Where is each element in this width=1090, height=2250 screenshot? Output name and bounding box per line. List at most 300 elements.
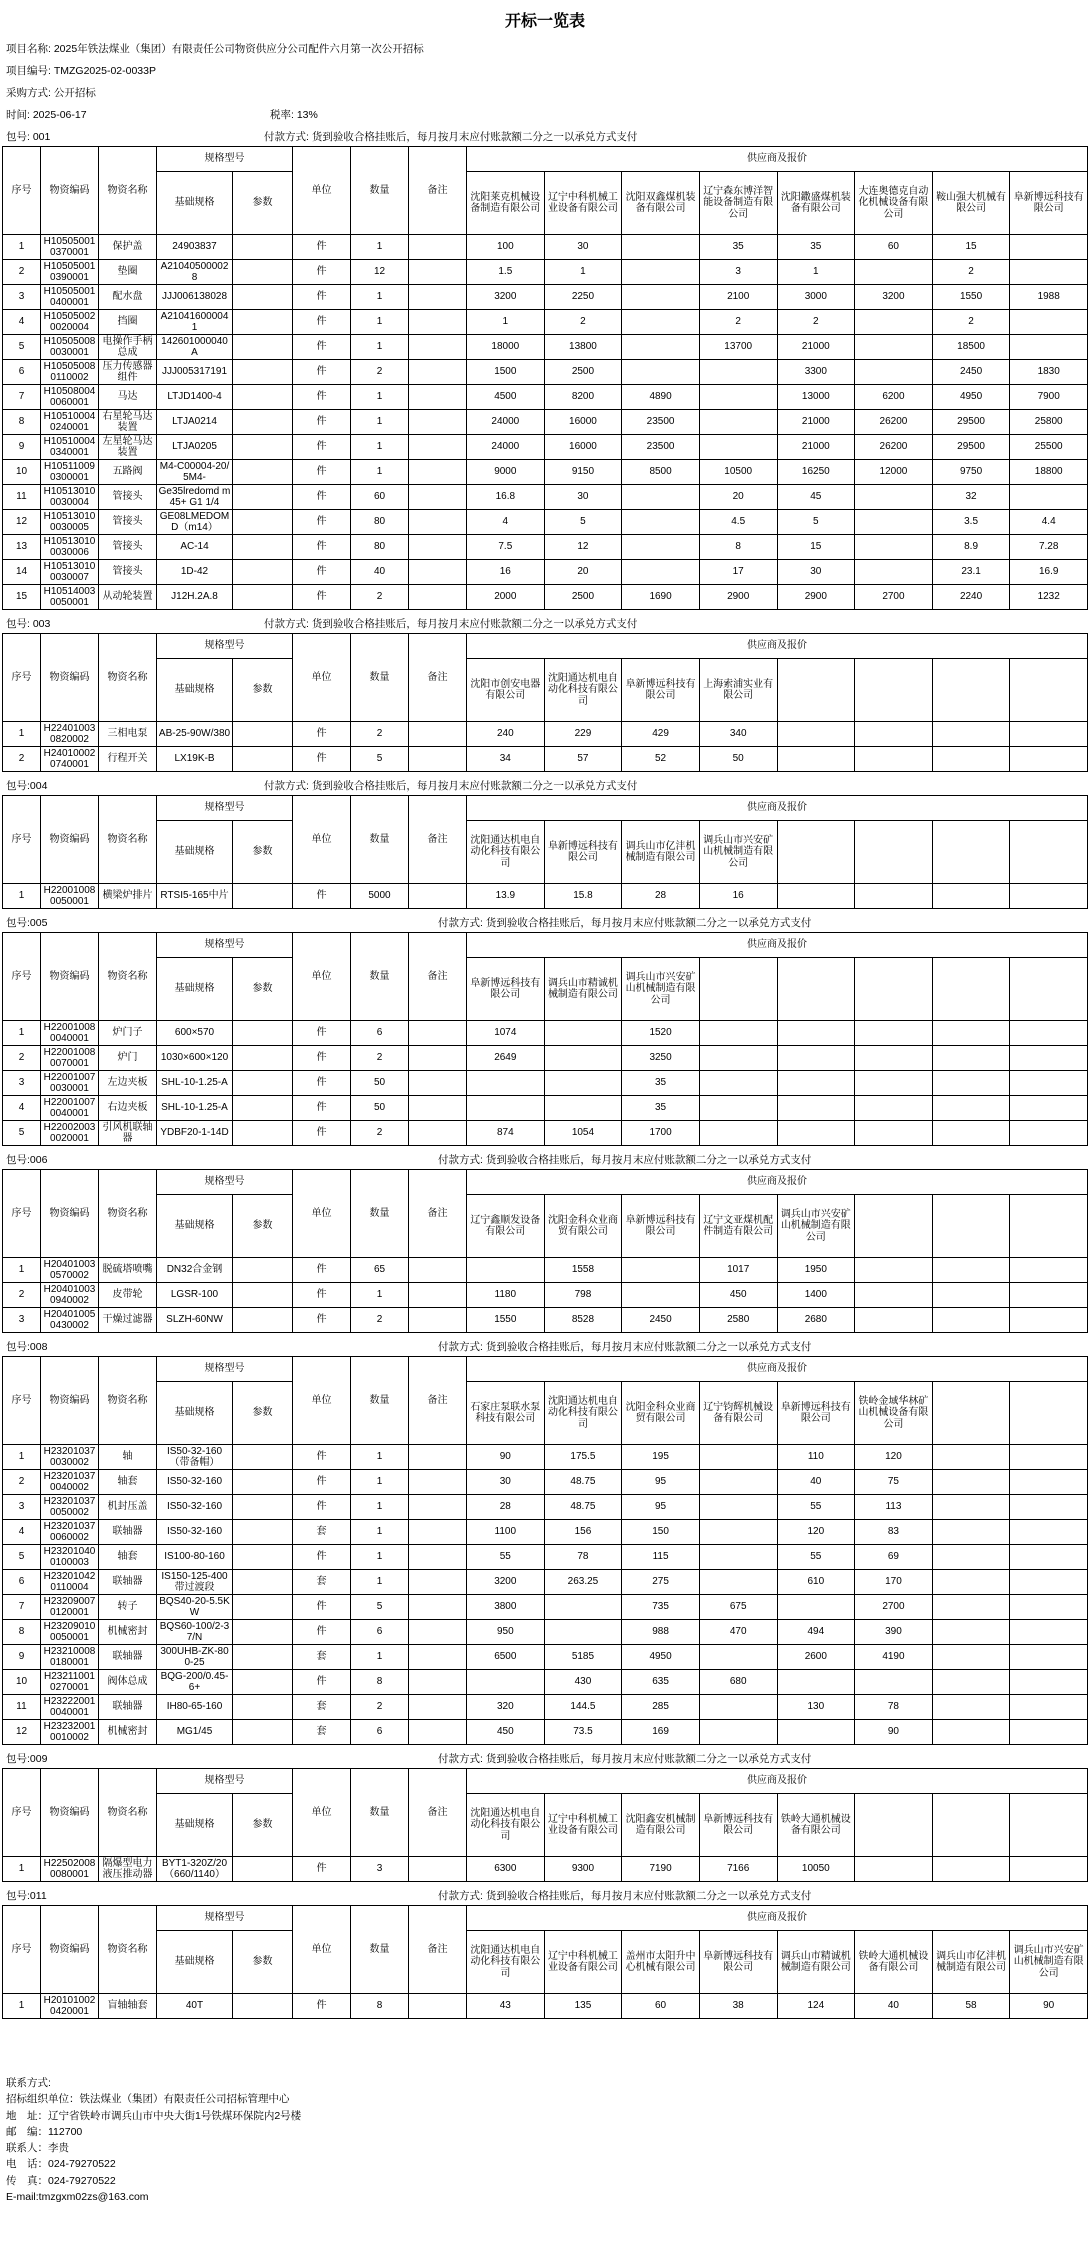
- seq-header: 序号: [3, 1170, 41, 1258]
- row-seq: 1: [3, 1445, 41, 1470]
- price-cell: [932, 747, 1010, 772]
- price-cell: 23500: [622, 435, 700, 460]
- price-cell: [1010, 1720, 1088, 1745]
- seq-header: 序号: [3, 796, 41, 884]
- price-cell: [855, 884, 933, 909]
- row-seq: 4: [3, 1096, 41, 1121]
- supplier-name-header: 沈阳市创安电器有限公司: [467, 659, 545, 722]
- quantity: 5: [351, 1595, 409, 1620]
- note: [409, 560, 467, 585]
- contact-block: [6, 2075, 1088, 2205]
- date-label: 时间:: [6, 109, 30, 121]
- table-row: [3, 1021, 1088, 1046]
- supplier-name-header: 辽宁鑫顺发设备有限公司: [467, 1195, 545, 1258]
- param: [233, 535, 293, 560]
- price-cell: 110: [777, 1445, 855, 1470]
- price-cell: 8.9: [932, 535, 1010, 560]
- price-cell: [622, 335, 700, 360]
- param: [233, 1258, 293, 1283]
- note: [409, 1545, 467, 1570]
- unit: 件: [293, 1470, 351, 1495]
- price-cell: 90: [855, 1720, 933, 1745]
- name-header: 物资名称: [99, 1906, 157, 1994]
- base-spec: 24903837: [157, 235, 233, 260]
- quantity: 2: [351, 585, 409, 610]
- bag-header-line: [6, 1888, 1088, 1902]
- base-spec: JJJ006138028: [157, 285, 233, 310]
- price-cell: [699, 1695, 777, 1720]
- note: [409, 1857, 467, 1882]
- price-cell: 18000: [467, 335, 545, 360]
- page-title: 开标一览表: [504, 13, 585, 30]
- note: [409, 1595, 467, 1620]
- price-cell: [932, 722, 1010, 747]
- param: [233, 1520, 293, 1545]
- price-cell: 4.5: [699, 510, 777, 535]
- price-cell: [1010, 310, 1088, 335]
- unit-header: 单位: [293, 1906, 351, 1994]
- payment-terms: 付款方式: 货到验收合格挂账后，每月按月末应付账款额二分之一以承兑方式支付: [438, 1753, 812, 1765]
- supplier-name-header: [1010, 1794, 1088, 1857]
- param: [233, 1670, 293, 1695]
- unit: 件: [293, 1121, 351, 1146]
- bid-table: [2, 1905, 1088, 2019]
- price-cell: [777, 1121, 855, 1146]
- supplier-name-header: 阜新博远科技有限公司: [544, 821, 622, 884]
- price-cell: [777, 1021, 855, 1046]
- price-cell: [932, 1545, 1010, 1570]
- table-row: [3, 1994, 1088, 2019]
- code-header: 物资编码: [41, 933, 99, 1021]
- price-cell: [932, 1096, 1010, 1121]
- param-header: 参数: [233, 1794, 293, 1857]
- price-cell: [1010, 1445, 1088, 1470]
- param: [233, 1283, 293, 1308]
- base-spec-header: 基础规格: [157, 958, 233, 1021]
- supplier-name-header: 沈阳通达机电自动化科技有限公司: [544, 659, 622, 722]
- material-name: 联轴器: [99, 1695, 157, 1720]
- price-cell: 7900: [1010, 385, 1088, 410]
- price-cell: 950: [467, 1620, 545, 1645]
- price-cell: 1180: [467, 1283, 545, 1308]
- quantity: 2: [351, 360, 409, 385]
- base-spec: RTSI5-165中片: [157, 884, 233, 909]
- price-cell: [544, 1071, 622, 1096]
- quantity: 6: [351, 1021, 409, 1046]
- suppliers-group-header: 供应商及报价: [467, 796, 1088, 821]
- table-row: [3, 1720, 1088, 1745]
- material-code: H240100020740001: [41, 747, 99, 772]
- note: [409, 884, 467, 909]
- supplier-name-header: [932, 659, 1010, 722]
- project-name-value: 2025年铁法煤业（集团）有限责任公司物资供应分公司配件六月第一次公开招标: [53, 43, 424, 55]
- price-cell: [699, 410, 777, 435]
- material-code: H220010080040001: [41, 1021, 99, 1046]
- price-cell: 13.9: [467, 884, 545, 909]
- supplier-name-header: 沈阳通达机电自动化科技有限公司: [467, 1931, 545, 1994]
- price-cell: 34: [467, 747, 545, 772]
- supplier-name-header: 沈阳通达机电自动化科技有限公司: [467, 1794, 545, 1857]
- bag-number: 包号:009: [6, 1753, 48, 1765]
- price-cell: [855, 1857, 933, 1882]
- price-cell: [622, 1283, 700, 1308]
- table-row: [3, 535, 1088, 560]
- table-row: [3, 485, 1088, 510]
- quantity: 5000: [351, 884, 409, 909]
- supplier-name-header: 上海索浦实业有限公司: [699, 659, 777, 722]
- material-code: H105100040340001: [41, 435, 99, 460]
- price-cell: [932, 1308, 1010, 1333]
- price-cell: 1: [777, 260, 855, 285]
- price-cell: [855, 722, 933, 747]
- quantity: 60: [351, 485, 409, 510]
- price-cell: 13800: [544, 335, 622, 360]
- note: [409, 1670, 467, 1695]
- base-spec: IS50-32-160: [157, 1520, 233, 1545]
- bid-table: [2, 1169, 1088, 1333]
- quantity: 2: [351, 1308, 409, 1333]
- material-name: 压力传感器组件: [99, 360, 157, 385]
- price-cell: 1: [467, 310, 545, 335]
- supplier-name-header: 大连奥德克自动化机械设备有限公司: [855, 172, 933, 235]
- price-cell: [855, 535, 933, 560]
- row-seq: 5: [3, 335, 41, 360]
- price-cell: 2500: [544, 360, 622, 385]
- price-cell: [932, 1046, 1010, 1071]
- unit: 件: [293, 535, 351, 560]
- note: [409, 1495, 467, 1520]
- table-row: [3, 747, 1088, 772]
- supplier-name-header: 铁岭大通机械设备有限公司: [777, 1794, 855, 1857]
- supplier-name-header: 沈阳通达机电自动化科技有限公司: [544, 1382, 622, 1445]
- row-seq: 7: [3, 385, 41, 410]
- price-cell: 450: [467, 1720, 545, 1745]
- param: [233, 335, 293, 360]
- material-code: H105050010390001: [41, 260, 99, 285]
- supplier-name-header: 石家庄泵联水泵科技有限公司: [467, 1382, 545, 1445]
- param: [233, 435, 293, 460]
- price-cell: [1010, 1595, 1088, 1620]
- price-cell: 2100: [699, 285, 777, 310]
- price-cell: [699, 360, 777, 385]
- material-name: 轴套: [99, 1470, 157, 1495]
- note: [409, 1570, 467, 1595]
- price-cell: 25800: [1010, 410, 1088, 435]
- price-cell: 1558: [544, 1258, 622, 1283]
- supplier-name-header: 阜新博远科技有限公司: [699, 1794, 777, 1857]
- supplier-name-header: 阜新博远科技有限公司: [699, 1931, 777, 1994]
- row-seq: 12: [3, 510, 41, 535]
- base-spec: YDBF20-1-14D: [157, 1121, 233, 1146]
- quantity: 1: [351, 1495, 409, 1520]
- seq-header: 序号: [3, 1769, 41, 1857]
- price-cell: 1550: [932, 285, 1010, 310]
- base-spec: MG1/45: [157, 1720, 233, 1745]
- note: [409, 1308, 467, 1333]
- table-header-row-2: [3, 1931, 1088, 1994]
- note: [409, 460, 467, 485]
- material-name: 从动轮装置: [99, 585, 157, 610]
- material-code: H232320010010002: [41, 1720, 99, 1745]
- quantity: 1: [351, 1445, 409, 1470]
- price-cell: 90: [467, 1445, 545, 1470]
- param: [233, 1445, 293, 1470]
- base-spec: SHL-10-1.25-A: [157, 1071, 233, 1096]
- price-cell: [855, 1670, 933, 1695]
- code-header: 物资编码: [41, 1357, 99, 1445]
- table-header-row-2: [3, 958, 1088, 1021]
- row-seq: 11: [3, 485, 41, 510]
- param-header: 参数: [233, 821, 293, 884]
- row-seq: 2: [3, 260, 41, 285]
- price-cell: 680: [699, 1670, 777, 1695]
- table-row: [3, 1495, 1088, 1520]
- price-cell: 430: [544, 1670, 622, 1695]
- quantity: 1: [351, 1545, 409, 1570]
- unit: 件: [293, 410, 351, 435]
- price-cell: [855, 510, 933, 535]
- base-spec: JJJ005317191: [157, 360, 233, 385]
- supplier-name-header: 辽宁中科机械工业设备有限公司: [544, 1794, 622, 1857]
- price-cell: [467, 1258, 545, 1283]
- price-cell: 55: [467, 1545, 545, 1570]
- unit: 件: [293, 260, 351, 285]
- price-cell: 120: [777, 1520, 855, 1545]
- row-seq: 8: [3, 410, 41, 435]
- supplier-name-header: 沈阳双鑫煤机装备有限公司: [622, 172, 700, 235]
- supplier-name-header: [855, 659, 933, 722]
- base-spec-header: 基础规格: [157, 1794, 233, 1857]
- table-header-row-2: [3, 1195, 1088, 1258]
- price-cell: 16000: [544, 410, 622, 435]
- price-cell: 4: [467, 510, 545, 535]
- table-row: [3, 1620, 1088, 1645]
- material-code: H232090070120001: [41, 1595, 99, 1620]
- payment-terms: 付款方式: 货到验收合格挂账后，每月按月末应付账款额二分之一以承兑方式支付: [438, 1341, 812, 1353]
- price-cell: 73.5: [544, 1720, 622, 1745]
- price-cell: 10500: [699, 460, 777, 485]
- name-header: 物资名称: [99, 634, 157, 722]
- material-name: 盲轴轴套: [99, 1994, 157, 2019]
- quantity: 2: [351, 1695, 409, 1720]
- supplier-name-header: 调兵山市兴安矿山机械制造有限公司: [1010, 1931, 1088, 1994]
- unit: 件: [293, 1021, 351, 1046]
- note: [409, 1994, 467, 2019]
- base-spec-header: 基础规格: [157, 1195, 233, 1258]
- price-cell: 24000: [467, 410, 545, 435]
- price-cell: [1010, 260, 1088, 285]
- material-code: H105130100030006: [41, 535, 99, 560]
- table-header-row-1: [3, 1170, 1088, 1195]
- supplier-name-header: [855, 958, 933, 1021]
- price-cell: 3.5: [932, 510, 1010, 535]
- supplier-name-header: 辽宁中科机械工业设备有限公司: [544, 1931, 622, 1994]
- supplier-name-header: 沈阳金科众业商贸有限公司: [544, 1195, 622, 1258]
- price-cell: 6200: [855, 385, 933, 410]
- price-cell: 2700: [855, 585, 933, 610]
- table-row: [3, 360, 1088, 385]
- price-cell: [855, 1096, 933, 1121]
- price-cell: 130: [777, 1695, 855, 1720]
- price-cell: [932, 1283, 1010, 1308]
- price-cell: 1100: [467, 1520, 545, 1545]
- quantity: 1: [351, 410, 409, 435]
- material-code: H232010420110004: [41, 1570, 99, 1595]
- param: [233, 1495, 293, 1520]
- bid-table: [2, 633, 1088, 772]
- table-row: [3, 1670, 1088, 1695]
- price-cell: [1010, 1495, 1088, 1520]
- base-spec: Ge35lredomd m45+ G1 1/4: [157, 485, 233, 510]
- table-row: [3, 1258, 1088, 1283]
- purchase-method-value: 公开招标: [53, 87, 96, 99]
- base-spec: IS50-32-160（带备帽）: [157, 1445, 233, 1470]
- base-spec: BQS40-20-5.5KW: [157, 1595, 233, 1620]
- price-cell: 1.5: [467, 260, 545, 285]
- price-cell: 170: [855, 1570, 933, 1595]
- name-header: 物资名称: [99, 1769, 157, 1857]
- table-row: [3, 385, 1088, 410]
- qty-header: 数量: [351, 796, 409, 884]
- name-header: 物资名称: [99, 933, 157, 1021]
- unit: 件: [293, 510, 351, 535]
- supplier-name-header: 辽宁森东博洋智能设备制造有限公司: [699, 172, 777, 235]
- unit: 件: [293, 1071, 351, 1096]
- price-cell: [855, 1308, 933, 1333]
- price-cell: 2: [777, 310, 855, 335]
- param: [233, 460, 293, 485]
- price-cell: 7.28: [1010, 535, 1088, 560]
- date-value: 2025-06-17: [32, 109, 87, 121]
- payment-terms: 付款方式: 货到验收合格挂账后，每月按月末应付账款额二分之一以承兑方式支付: [264, 780, 638, 792]
- price-cell: [855, 1071, 933, 1096]
- price-cell: 144.5: [544, 1695, 622, 1720]
- price-cell: [699, 435, 777, 460]
- price-cell: [1010, 747, 1088, 772]
- contact-line: 联系人：李贵: [6, 2142, 69, 2155]
- price-cell: 16000: [544, 435, 622, 460]
- param: [233, 1470, 293, 1495]
- base-spec: BQG-200/0.45-6+: [157, 1670, 233, 1695]
- param-header: 参数: [233, 659, 293, 722]
- unit: 件: [293, 485, 351, 510]
- base-spec: LTJA0214: [157, 410, 233, 435]
- base-spec: M4-C00004-20/5M4-: [157, 460, 233, 485]
- base-spec-header: 基础规格: [157, 659, 233, 722]
- row-seq: 4: [3, 310, 41, 335]
- table-row: [3, 1595, 1088, 1620]
- table-row: [3, 1695, 1088, 1720]
- note: [409, 1520, 467, 1545]
- price-cell: 60: [855, 235, 933, 260]
- unit-header: 单位: [293, 796, 351, 884]
- suppliers-group-header: 供应商及报价: [467, 634, 1088, 659]
- table-row: [3, 1445, 1088, 1470]
- base-spec: BYT1-320Z/20（660/1140）: [157, 1857, 233, 1882]
- qty-header: 数量: [351, 1357, 409, 1445]
- price-cell: 2680: [777, 1308, 855, 1333]
- row-seq: 12: [3, 1720, 41, 1745]
- price-cell: 16: [467, 560, 545, 585]
- material-name: 引风机联轴器: [99, 1121, 157, 1146]
- row-seq: 13: [3, 535, 41, 560]
- price-cell: 2700: [855, 1595, 933, 1620]
- row-seq: 6: [3, 1570, 41, 1595]
- price-cell: 6300: [467, 1857, 545, 1882]
- material-name: 左边夹板: [99, 1071, 157, 1096]
- unit-header: 单位: [293, 147, 351, 235]
- base-spec: 40T: [157, 1994, 233, 2019]
- price-cell: 494: [777, 1620, 855, 1645]
- supplier-name-header: 沈阳金科众业商贸有限公司: [622, 1382, 700, 1445]
- param: [233, 1620, 293, 1645]
- bid-table: [2, 1356, 1088, 1745]
- price-cell: [777, 884, 855, 909]
- note-header: 备注: [409, 147, 467, 235]
- price-cell: 12000: [855, 460, 933, 485]
- price-cell: [932, 1021, 1010, 1046]
- quantity: 1: [351, 310, 409, 335]
- bid-table: [2, 932, 1088, 1146]
- price-cell: 15: [777, 535, 855, 560]
- unit: 件: [293, 1994, 351, 2019]
- price-cell: 26200: [855, 435, 933, 460]
- unit-header: 单位: [293, 933, 351, 1021]
- row-seq: 3: [3, 1071, 41, 1096]
- code-header: 物资编码: [41, 796, 99, 884]
- unit: 件: [293, 884, 351, 909]
- contact-line: E-mail:tmzgxm02zs@163.com: [6, 2190, 149, 2203]
- table-header-row-1: [3, 796, 1088, 821]
- price-cell: 21000: [777, 335, 855, 360]
- bag-header-line: [6, 1751, 1088, 1765]
- row-seq: 5: [3, 1121, 41, 1146]
- price-cell: 32: [932, 485, 1010, 510]
- price-cell: 4950: [622, 1645, 700, 1670]
- material-name: 机械密封: [99, 1720, 157, 1745]
- price-cell: 9000: [467, 460, 545, 485]
- price-cell: [1010, 1570, 1088, 1595]
- quantity: 8: [351, 1670, 409, 1695]
- price-cell: 156: [544, 1520, 622, 1545]
- price-cell: [699, 1071, 777, 1096]
- supplier-name-header: 沈阳通达机电自动化科技有限公司: [467, 821, 545, 884]
- table-header-row-2: [3, 659, 1088, 722]
- price-cell: [932, 1445, 1010, 1470]
- param-header: 参数: [233, 958, 293, 1021]
- price-cell: 1232: [1010, 585, 1088, 610]
- material-code: H204010030940002: [41, 1283, 99, 1308]
- material-name: 五路阀: [99, 460, 157, 485]
- table-row: [3, 722, 1088, 747]
- param: [233, 585, 293, 610]
- price-cell: [544, 1595, 622, 1620]
- param: [233, 1046, 293, 1071]
- base-spec: 142601000040A: [157, 335, 233, 360]
- note: [409, 435, 467, 460]
- quantity: 12: [351, 260, 409, 285]
- table-row: [3, 1283, 1088, 1308]
- price-cell: [777, 1096, 855, 1121]
- note: [409, 535, 467, 560]
- price-cell: [932, 1620, 1010, 1645]
- supplier-name-header: [932, 1794, 1010, 1857]
- param: [233, 1308, 293, 1333]
- note: [409, 260, 467, 285]
- price-cell: 5: [544, 510, 622, 535]
- table-row: [3, 1046, 1088, 1071]
- bid-table: [2, 1768, 1088, 1882]
